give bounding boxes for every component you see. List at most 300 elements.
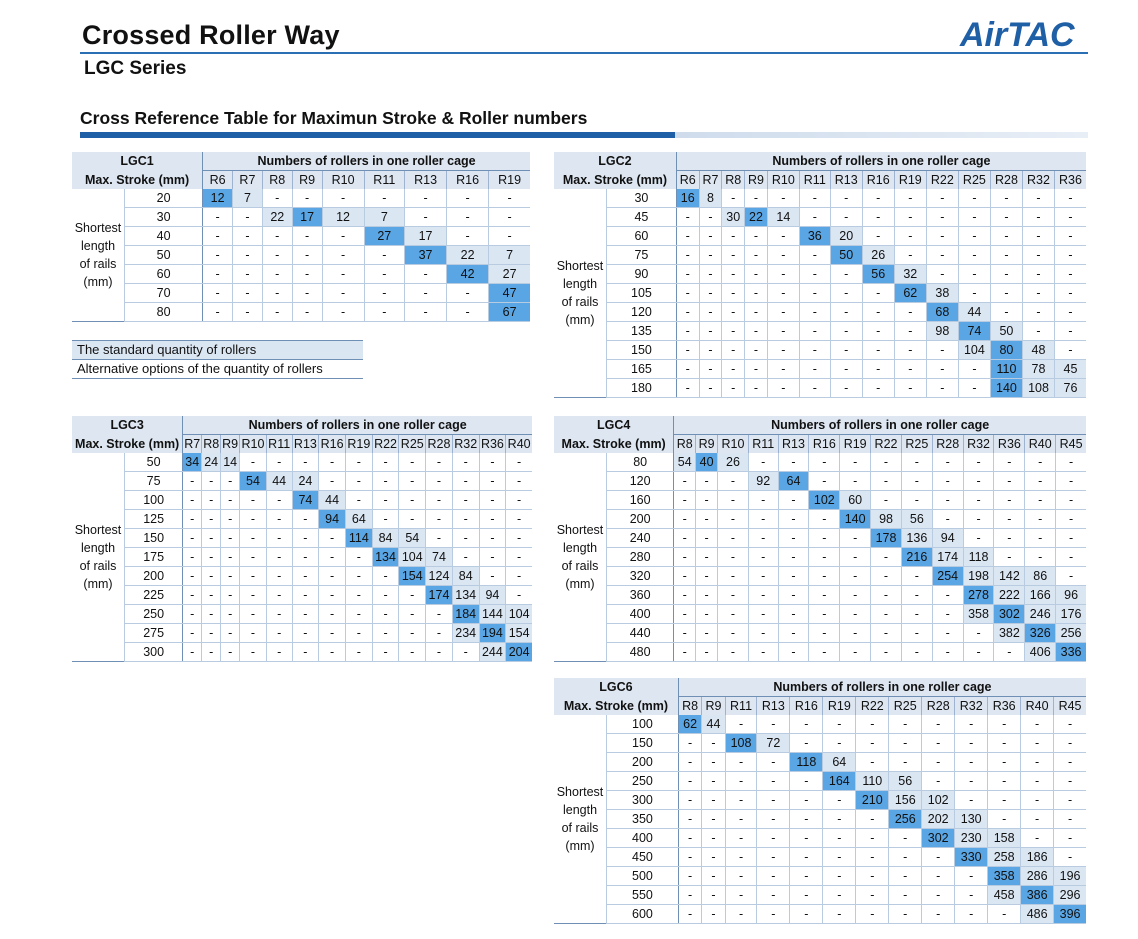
table-cell: -: [506, 586, 532, 605]
table-cell: -: [745, 189, 768, 208]
column-header: R10: [718, 435, 749, 454]
table-cell: -: [955, 905, 988, 924]
table-cell: -: [1021, 715, 1054, 734]
table-cell: -: [676, 322, 699, 341]
table-cell: -: [748, 491, 778, 510]
table-cell: -: [809, 605, 840, 624]
table-cell: 144: [479, 605, 506, 624]
table-row: [72, 529, 532, 548]
table-cell: 64: [345, 510, 372, 529]
table-cell: -: [702, 753, 725, 772]
table-cell: -: [958, 265, 990, 284]
table-cell: 72: [757, 734, 790, 753]
table-cell: -: [722, 227, 745, 246]
table-cell: -: [958, 379, 990, 398]
table-cell: -: [990, 284, 1022, 303]
column-header: R45: [1056, 435, 1086, 454]
column-header: R13: [830, 171, 862, 190]
table-cell: -: [889, 848, 922, 867]
column-header: R32: [955, 697, 988, 716]
table-cell: -: [345, 548, 372, 567]
table-cell: -: [757, 867, 790, 886]
table-cell: -: [990, 303, 1022, 322]
rail-length-value: 480: [607, 643, 674, 662]
table-cell: -: [506, 548, 532, 567]
table-row: [554, 734, 1086, 753]
table-cell: 204: [506, 643, 532, 662]
table-cell: -: [292, 567, 319, 586]
rollers-header: Numbers of rollers in one roller cage: [674, 416, 1086, 435]
table-cell: 130: [955, 810, 988, 829]
table-cell: 56: [889, 772, 922, 791]
table-cell: -: [262, 227, 292, 246]
rail-length-value: 90: [607, 265, 677, 284]
table-cell: -: [725, 791, 757, 810]
table-row: [72, 227, 530, 246]
table-cell: -: [240, 643, 267, 662]
table-cell: -: [1022, 208, 1054, 227]
table-cell: 154: [506, 624, 532, 643]
table-cell: -: [479, 453, 506, 472]
table-cell: -: [718, 643, 749, 662]
table-cell: 7: [489, 246, 530, 265]
table-cell: -: [345, 643, 372, 662]
table-cell: -: [840, 472, 871, 491]
table-cell: -: [426, 643, 453, 662]
table-cell: 184: [452, 605, 479, 624]
table-cell: 174: [932, 548, 963, 567]
table-cell: -: [745, 265, 768, 284]
table-cell: -: [696, 548, 718, 567]
table-cell: -: [894, 189, 926, 208]
table-cell: 44: [958, 303, 990, 322]
table-cell: -: [674, 624, 696, 643]
table-cell: -: [489, 208, 530, 227]
table-cell: 258: [988, 848, 1021, 867]
table-cell: -: [745, 246, 768, 265]
section-title: Cross Reference Table for Maximun Stroke & Roller numbers: [80, 108, 588, 128]
rail-length-value: 150: [125, 529, 183, 548]
rail-label-line: (mm): [565, 839, 595, 853]
table-cell: -: [266, 605, 292, 624]
table-cell: -: [994, 491, 1025, 510]
table-cell: -: [809, 643, 840, 662]
table-cell: -: [722, 341, 745, 360]
rail-label-line: (mm): [83, 275, 113, 289]
table-cell: -: [955, 772, 988, 791]
table-cell: -: [1055, 322, 1086, 341]
table-cell: -: [722, 284, 745, 303]
table-row: [554, 379, 1086, 398]
table-cell: -: [364, 265, 404, 284]
table-cell: -: [901, 624, 932, 643]
table-cell: 86: [1025, 567, 1056, 586]
table-cell: -: [988, 753, 1021, 772]
table-cell: -: [862, 208, 894, 227]
rail-length-value: 360: [607, 586, 674, 605]
legend-standard: The standard quantity of rollers: [72, 340, 363, 359]
table-cell: -: [183, 491, 202, 510]
table-cell: -: [830, 303, 862, 322]
rail-length-value: 50: [125, 453, 183, 472]
table-cell: -: [1056, 548, 1086, 567]
table-cell: 62: [678, 715, 701, 734]
column-header: R36: [994, 435, 1025, 454]
table-cell: -: [922, 886, 955, 905]
column-header: R10: [322, 171, 364, 190]
table-cell: -: [676, 303, 699, 322]
rail-length-label: [554, 715, 607, 924]
table-row: [554, 453, 1086, 472]
column-header: R25: [399, 435, 426, 454]
table-row: [554, 491, 1086, 510]
table-cell: -: [221, 605, 240, 624]
table-cell: -: [840, 567, 871, 586]
table-cell: 186: [1021, 848, 1054, 867]
table-cell: -: [840, 453, 871, 472]
column-header: R16: [809, 435, 840, 454]
table-cell: -: [426, 453, 453, 472]
table-cell: -: [823, 905, 856, 924]
table-cell: -: [862, 322, 894, 341]
table-cell: -: [823, 886, 856, 905]
table-cell: 102: [922, 791, 955, 810]
rail-length-value: 200: [607, 753, 679, 772]
table-cell: -: [676, 208, 699, 227]
table-cell: -: [963, 643, 994, 662]
table-cell: -: [745, 284, 768, 303]
table-row: [554, 246, 1086, 265]
table-cell: -: [183, 548, 202, 567]
table-cell: -: [1056, 567, 1086, 586]
table-cell: -: [856, 715, 889, 734]
table-cell: -: [963, 529, 994, 548]
rail-length-value: 50: [125, 246, 203, 265]
table-cell: 104: [399, 548, 426, 567]
table-cell: -: [266, 453, 292, 472]
table-cell: -: [183, 510, 202, 529]
table-cell: -: [990, 189, 1022, 208]
column-header: R11: [725, 697, 757, 716]
table-cell: -: [809, 472, 840, 491]
table-row: [72, 284, 530, 303]
table-cell: -: [767, 189, 799, 208]
table-cell: -: [745, 379, 768, 398]
table-cell: -: [345, 624, 372, 643]
table-cell: 104: [506, 605, 532, 624]
table-cell: 64: [823, 753, 856, 772]
table-cell: -: [399, 472, 426, 491]
table-cell: -: [722, 379, 745, 398]
table-cell: -: [830, 189, 862, 208]
column-header: R11: [799, 171, 830, 190]
table-cell: -: [767, 246, 799, 265]
rail-length-value: 240: [607, 529, 674, 548]
table-cell: 8: [699, 189, 722, 208]
table-cell: 286: [1021, 867, 1054, 886]
table-cell: -: [778, 491, 809, 510]
column-header: R9: [292, 171, 322, 190]
table-cell: 44: [702, 715, 725, 734]
rail-label-line: of rails: [79, 559, 117, 573]
table-cell: -: [1022, 265, 1054, 284]
table-row: [554, 227, 1086, 246]
table-row: [554, 715, 1086, 734]
table-cell: -: [678, 772, 701, 791]
table-cell: -: [479, 567, 506, 586]
table-cell: -: [452, 643, 479, 662]
table-cell: -: [1025, 510, 1056, 529]
table-cell: 92: [748, 472, 778, 491]
table-cell: -: [767, 360, 799, 379]
table-cell: -: [233, 284, 263, 303]
table-cell: -: [674, 567, 696, 586]
table-cell: -: [345, 472, 372, 491]
table-cell: 54: [240, 472, 267, 491]
rail-length-value: 175: [125, 548, 183, 567]
table-cell: -: [856, 905, 889, 924]
table-cell: 54: [399, 529, 426, 548]
column-header: R8: [202, 435, 221, 454]
table-cell: -: [757, 772, 790, 791]
table-cell: -: [830, 208, 862, 227]
table-cell: -: [319, 586, 346, 605]
table-cell: 38: [926, 284, 958, 303]
column-header: R9: [745, 171, 768, 190]
column-header: R9: [221, 435, 240, 454]
table-cell: 166: [1025, 586, 1056, 605]
table-cell: -: [426, 605, 453, 624]
column-header: R16: [790, 697, 823, 716]
table-row: [554, 829, 1086, 848]
table-cell: -: [183, 643, 202, 662]
table-cell: 110: [856, 772, 889, 791]
table-row: [72, 472, 532, 491]
table-cell: -: [345, 605, 372, 624]
table-cell: -: [364, 303, 404, 322]
table-cell: -: [871, 643, 902, 662]
table-cell: -: [757, 886, 790, 905]
table-cell: -: [292, 605, 319, 624]
table-cell: 44: [266, 472, 292, 491]
table-cell: 134: [372, 548, 399, 567]
table-cell: -: [901, 643, 932, 662]
table-column-row: [72, 171, 530, 190]
column-header: R32: [1022, 171, 1054, 190]
table-cell: -: [696, 624, 718, 643]
table-cell: -: [799, 189, 830, 208]
table-cell: 67: [489, 303, 530, 322]
table-cell: -: [696, 643, 718, 662]
table-cell: -: [1025, 529, 1056, 548]
table-cell: -: [757, 810, 790, 829]
table-column-row: [554, 697, 1086, 716]
table-cell: -: [364, 189, 404, 208]
table-cell: -: [345, 491, 372, 510]
column-header: R19: [489, 171, 530, 190]
table-cell: -: [266, 491, 292, 510]
table-cell: 254: [932, 567, 963, 586]
table-cell: -: [778, 643, 809, 662]
table-cell: -: [405, 284, 447, 303]
table-cell: 118: [790, 753, 823, 772]
table-cell: 174: [426, 586, 453, 605]
table-cell: -: [871, 491, 902, 510]
table-cell: -: [452, 491, 479, 510]
table-cell: -: [702, 734, 725, 753]
table-cell: -: [823, 810, 856, 829]
table-cell: -: [988, 791, 1021, 810]
table-cell: -: [203, 208, 233, 227]
table-cell: 210: [856, 791, 889, 810]
table-cell: -: [233, 208, 263, 227]
table-row: [554, 265, 1086, 284]
table-cell: -: [748, 548, 778, 567]
table-cell: -: [830, 360, 862, 379]
table-cell: -: [988, 772, 1021, 791]
table-cell: -: [399, 605, 426, 624]
title-underline: [80, 52, 1088, 54]
rail-length-label: [72, 453, 125, 662]
table-cell: -: [1054, 791, 1086, 810]
table-cell: -: [994, 643, 1025, 662]
table-header-row: [554, 678, 1086, 697]
table-cell: -: [702, 848, 725, 867]
table-cell: 74: [292, 491, 319, 510]
table-cell: -: [889, 715, 922, 734]
table-cell: -: [718, 529, 749, 548]
table-cell: -: [506, 529, 532, 548]
table-cell: -: [830, 284, 862, 303]
table-cell: -: [183, 624, 202, 643]
table-cell: -: [862, 360, 894, 379]
table-cell: -: [722, 246, 745, 265]
table-cell: 142: [994, 567, 1025, 586]
table-cell: -: [871, 548, 902, 567]
table-cell: -: [674, 491, 696, 510]
table-name: LGC2: [554, 152, 676, 171]
table-cell: 22: [262, 208, 292, 227]
table-cell: 47: [489, 284, 530, 303]
table-cell: -: [718, 605, 749, 624]
table-cell: -: [926, 208, 958, 227]
table-cell: -: [963, 453, 994, 472]
table-cell: -: [676, 227, 699, 246]
table-cell: -: [221, 472, 240, 491]
table-cell: 14: [221, 453, 240, 472]
table-cell: -: [506, 472, 532, 491]
table-cell: -: [678, 867, 701, 886]
table-cell: 56: [862, 265, 894, 284]
table-cell: -: [901, 586, 932, 605]
table-cell: -: [221, 643, 240, 662]
table-cell: -: [767, 265, 799, 284]
table-cell: -: [932, 491, 963, 510]
table-cell: -: [823, 734, 856, 753]
table-row: [554, 867, 1086, 886]
table-cell: -: [932, 605, 963, 624]
table-cell: -: [202, 605, 221, 624]
column-header: R13: [405, 171, 447, 190]
legend: [72, 340, 363, 379]
table-cell: -: [702, 886, 725, 905]
table-cell: -: [994, 529, 1025, 548]
table-cell: -: [926, 246, 958, 265]
table-cell: -: [292, 548, 319, 567]
table-cell: -: [990, 265, 1022, 284]
table-cell: -: [506, 453, 532, 472]
table-cell: 34: [183, 453, 202, 472]
table-row: [554, 208, 1086, 227]
table-cell: -: [678, 905, 701, 924]
table-cell: -: [240, 605, 267, 624]
table-cell: -: [862, 189, 894, 208]
lgc3-table: [72, 416, 532, 662]
table-cell: -: [862, 227, 894, 246]
rail-label-line: (mm): [83, 577, 113, 591]
table-cell: -: [1054, 753, 1086, 772]
column-header: R19: [823, 697, 856, 716]
table-cell: -: [926, 265, 958, 284]
table-cell: -: [894, 246, 926, 265]
rail-length-value: 250: [607, 772, 679, 791]
table-cell: 7: [364, 208, 404, 227]
table-cell: -: [790, 848, 823, 867]
table-cell: 24: [292, 472, 319, 491]
rail-label-line: of rails: [561, 821, 599, 835]
table-name: LGC4: [554, 416, 674, 435]
table-cell: -: [1054, 772, 1086, 791]
table-cell: -: [748, 586, 778, 605]
table-cell: -: [426, 510, 453, 529]
table-row: [554, 848, 1086, 867]
table-cell: -: [767, 322, 799, 341]
table-cell: -: [221, 567, 240, 586]
rail-length-value: 440: [607, 624, 674, 643]
table-row: [554, 322, 1086, 341]
table-cell: 140: [990, 379, 1022, 398]
table-cell: -: [1056, 491, 1086, 510]
table-cell: -: [696, 529, 718, 548]
table-cell: -: [479, 491, 506, 510]
table-cell: -: [183, 567, 202, 586]
table-cell: 216: [901, 548, 932, 567]
table-cell: -: [830, 379, 862, 398]
table-cell: -: [266, 643, 292, 662]
table-cell: -: [889, 886, 922, 905]
column-header: R13: [778, 435, 809, 454]
table-cell: -: [958, 189, 990, 208]
table-row: [72, 510, 532, 529]
table-cell: -: [840, 529, 871, 548]
table-cell: -: [696, 510, 718, 529]
page-title: Crossed Roller Way: [82, 20, 340, 50]
rail-length-value: 120: [607, 303, 677, 322]
column-header: R10: [767, 171, 799, 190]
table-cell: -: [1055, 303, 1086, 322]
table-row: [554, 284, 1086, 303]
table-cell: -: [233, 227, 263, 246]
rail-length-value: 105: [607, 284, 677, 303]
table-cell: -: [745, 360, 768, 379]
table-cell: -: [183, 586, 202, 605]
table-cell: 20: [830, 227, 862, 246]
table-cell: -: [319, 567, 346, 586]
table-cell: -: [757, 753, 790, 772]
table-cell: -: [823, 848, 856, 867]
table-cell: -: [856, 848, 889, 867]
table-cell: -: [988, 715, 1021, 734]
